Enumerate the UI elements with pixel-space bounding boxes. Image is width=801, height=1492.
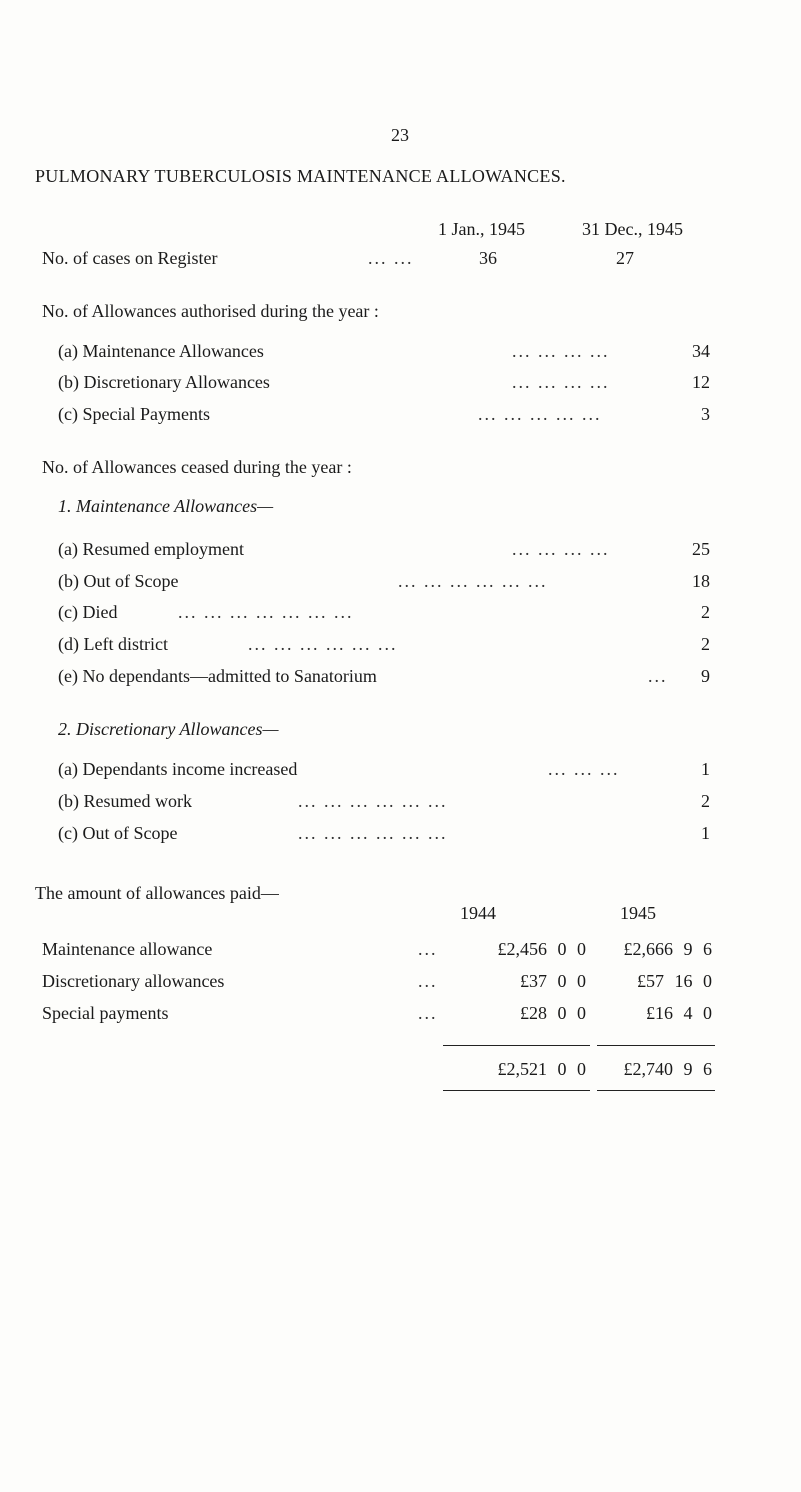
register-label: No. of cases on Register xyxy=(42,248,218,268)
subtotal-rule-1945 xyxy=(597,1045,715,1046)
ceased-maintenance-heading: 1. Maintenance Allowances— xyxy=(58,496,274,516)
ceased-maintenance-item-value: 2 xyxy=(701,602,710,622)
ceased-maintenance-item-dots: ... ... ... ... ... ... ... xyxy=(178,602,354,622)
amounts-row-dots: ... xyxy=(418,971,438,991)
amounts-row-label: Special payments xyxy=(42,1003,169,1023)
register-value-1: 36 xyxy=(479,248,497,268)
ceased-discretionary-item-dots: ... ... ... ... ... ... xyxy=(298,823,448,843)
amounts-row-label: Maintenance allowance xyxy=(42,939,213,959)
ceased-discretionary-item-value: 2 xyxy=(701,791,710,811)
register-col2-header: 31 Dec., 1945 xyxy=(582,219,683,239)
total-rule-1944 xyxy=(443,1090,590,1091)
ceased-heading: No. of Allowances ceased during the year : xyxy=(42,457,352,477)
authorised-heading: No. of Allowances authorised during the year : xyxy=(42,301,379,321)
ceased-maintenance-item-dots: ... xyxy=(648,666,668,686)
ceased-discretionary-item-label: (c) Out of Scope xyxy=(58,823,178,843)
ceased-discretionary-item-label: (b) Resumed work xyxy=(58,791,192,811)
amounts-row-value-1944: £37 0 0 xyxy=(520,971,586,991)
register-dots: ... ... xyxy=(368,248,414,268)
ceased-maintenance-item-label: (e) No dependants—admitted to Sanatorium xyxy=(58,666,377,686)
ceased-maintenance-item-label: (b) Out of Scope xyxy=(58,571,179,591)
authorised-item-dots: ... ... ... ... xyxy=(512,372,610,392)
ceased-maintenance-item-dots: ... ... ... ... ... ... xyxy=(248,634,398,654)
authorised-item-label: (b) Discretionary Allowances xyxy=(58,372,270,392)
ceased-discretionary-item-label: (a) Dependants income increased xyxy=(58,759,298,779)
amounts-total-1945: £2,740 9 6 xyxy=(623,1059,712,1079)
ceased-discretionary-item-value: 1 xyxy=(701,823,710,843)
register-value-2: 27 xyxy=(616,248,634,268)
amounts-row-label: Discretionary allowances xyxy=(42,971,225,991)
amounts-row-value-1944: £28 0 0 xyxy=(520,1003,586,1023)
ceased-maintenance-item-value: 9 xyxy=(701,666,710,686)
amounts-row-dots: ... xyxy=(418,939,438,959)
amounts-row-value-1945: £16 4 0 xyxy=(646,1003,712,1023)
authorised-item-dots: ... ... ... ... ... xyxy=(478,404,602,424)
ceased-maintenance-item-dots: ... ... ... ... xyxy=(512,539,610,559)
register-col1-header: 1 Jan., 1945 xyxy=(438,219,525,239)
authorised-item-dots: ... ... ... ... xyxy=(512,341,610,361)
amounts-year-2: 1945 xyxy=(620,903,656,923)
ceased-maintenance-item-dots: ... ... ... ... ... ... xyxy=(398,571,548,591)
subtotal-rule-1944 xyxy=(443,1045,590,1046)
authorised-item-value: 3 xyxy=(701,404,710,424)
amounts-heading: The amount of allowances paid— xyxy=(35,883,279,903)
ceased-maintenance-item-value: 18 xyxy=(692,571,710,591)
amounts-year-1: 1944 xyxy=(460,903,496,923)
ceased-maintenance-item-label: (c) Died xyxy=(58,602,118,622)
amounts-total-1944: £2,521 0 0 xyxy=(497,1059,586,1079)
amounts-row-value-1945: £57 16 0 xyxy=(637,971,712,991)
page-number: 23 xyxy=(391,125,409,145)
authorised-item-label: (a) Maintenance Allowances xyxy=(58,341,264,361)
ceased-discretionary-item-dots: ... ... ... xyxy=(548,759,620,779)
authorised-item-value: 34 xyxy=(692,341,710,361)
amounts-row-value-1944: £2,456 0 0 xyxy=(497,939,586,959)
ceased-maintenance-item-value: 25 xyxy=(692,539,710,559)
ceased-discretionary-heading: 2. Discretionary Allowances— xyxy=(58,719,279,739)
ceased-maintenance-item-label: (d) Left district xyxy=(58,634,168,654)
amounts-row-value-1945: £2,666 9 6 xyxy=(623,939,712,959)
page-title: PULMONARY TUBERCULOSIS MAINTENANCE ALLOWANCES. xyxy=(35,166,566,186)
ceased-discretionary-item-dots: ... ... ... ... ... ... xyxy=(298,791,448,811)
authorised-item-value: 12 xyxy=(692,372,710,392)
amounts-row-dots: ... xyxy=(418,1003,438,1023)
ceased-maintenance-item-value: 2 xyxy=(701,634,710,654)
authorised-item-label: (c) Special Payments xyxy=(58,404,210,424)
ceased-discretionary-item-value: 1 xyxy=(701,759,710,779)
ceased-maintenance-item-label: (a) Resumed employment xyxy=(58,539,244,559)
total-rule-1945 xyxy=(597,1090,715,1091)
